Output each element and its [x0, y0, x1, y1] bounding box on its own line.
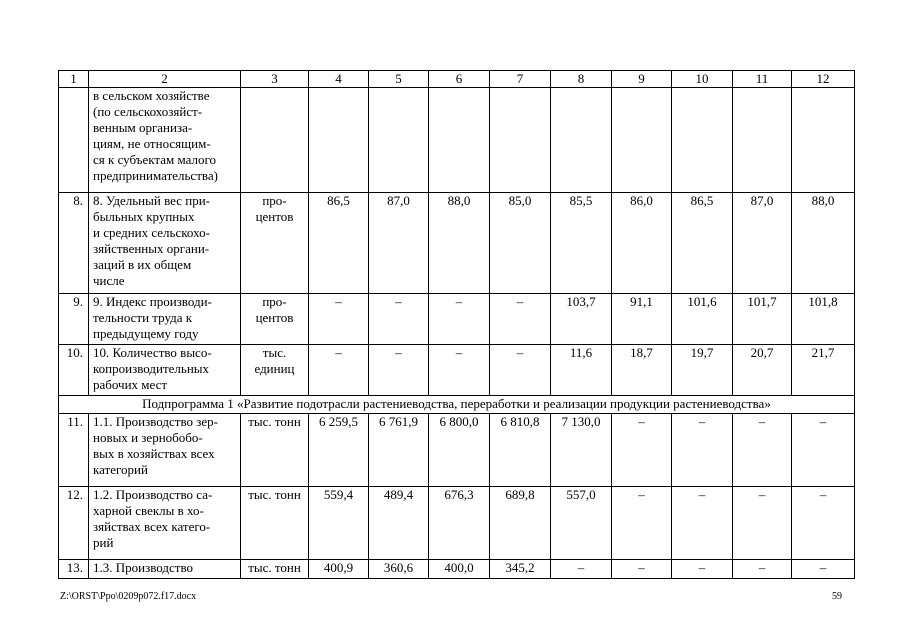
- row-number: 12.: [59, 487, 89, 560]
- value-cell: –: [672, 487, 733, 560]
- value-cell: –: [429, 294, 490, 345]
- header-row: [59, 71, 855, 88]
- value-cell: 6 800,0: [429, 414, 490, 487]
- value-cell: [429, 88, 490, 193]
- value-cell: 85,5: [551, 193, 612, 294]
- value-cell: 101,8: [792, 294, 855, 345]
- value-cell: 6 761,9: [369, 414, 429, 487]
- value-cell: 101,6: [672, 294, 733, 345]
- value-cell: –: [612, 487, 672, 560]
- value-cell: 103,7: [551, 294, 612, 345]
- table-row: [59, 414, 855, 487]
- value-cell: –: [369, 345, 429, 396]
- value-cell: –: [672, 414, 733, 487]
- value-cell: 400,0: [429, 560, 490, 579]
- value-cell: 6 259,5: [309, 414, 369, 487]
- value-cell: 85,0: [490, 193, 551, 294]
- value-cell: 559,4: [309, 487, 369, 560]
- value-cell: –: [612, 414, 672, 487]
- value-cell: 101,7: [733, 294, 792, 345]
- value-cell: 86,5: [672, 193, 733, 294]
- value-cell: –: [612, 560, 672, 579]
- column-header: 6: [429, 71, 490, 88]
- value-cell: 20,7: [733, 345, 792, 396]
- value-cell: –: [369, 294, 429, 345]
- row-number: 13.: [59, 560, 89, 579]
- column-header: 4: [309, 71, 369, 88]
- value-cell: 19,7: [672, 345, 733, 396]
- row-number: 9.: [59, 294, 89, 345]
- row-number: 11.: [59, 414, 89, 487]
- unit-cell: тыс. тонн: [241, 487, 309, 560]
- column-header: 7: [490, 71, 551, 88]
- value-cell: [612, 88, 672, 193]
- unit-cell: тыс. единиц: [241, 345, 309, 396]
- value-cell: –: [792, 414, 855, 487]
- value-cell: 86,5: [309, 193, 369, 294]
- unit-cell: тыс. тонн: [241, 560, 309, 579]
- column-header: 10: [672, 71, 733, 88]
- unit-cell: про- центов: [241, 294, 309, 345]
- table-row: [59, 560, 855, 579]
- column-header: 9: [612, 71, 672, 88]
- value-cell: [309, 88, 369, 193]
- indicator-name: 1.3. Производство: [89, 560, 241, 579]
- column-header: 11: [733, 71, 792, 88]
- value-cell: –: [792, 560, 855, 579]
- column-header: 12: [792, 71, 855, 88]
- value-cell: 87,0: [733, 193, 792, 294]
- indicator-name: 8. Удельный вес при- быльных крупных и средних сельскохо- зяйственных органи- заций в их общем числе: [89, 193, 241, 294]
- value-cell: –: [490, 345, 551, 396]
- value-cell: 489,4: [369, 487, 429, 560]
- value-cell: –: [429, 345, 490, 396]
- footer-page-number: 59: [832, 591, 842, 602]
- table-row: [59, 88, 855, 193]
- footer-file-path: Z:\ORST\Ppo\0209p072.f17.docx: [60, 591, 197, 602]
- indicator-name: 10. Количество высо- копроизводительных рабочих мест: [89, 345, 241, 396]
- value-cell: 87,0: [369, 193, 429, 294]
- row-number: 10.: [59, 345, 89, 396]
- value-cell: –: [490, 294, 551, 345]
- value-cell: 88,0: [792, 193, 855, 294]
- table-row: [59, 487, 855, 560]
- indicator-name: 9. Индекс производи- тельности труда к предыдущему году: [89, 294, 241, 345]
- indicator-name: 1.1. Производство зер- новых и зернобобо- вых в хозяйствах всех категорий: [89, 414, 241, 487]
- indicator-name: 1.2. Производство са- харной свеклы в хо- зяйствах всех катего- рий: [89, 487, 241, 560]
- table-row: [59, 345, 855, 396]
- value-cell: –: [733, 487, 792, 560]
- column-header: 3: [241, 71, 309, 88]
- value-cell: 689,8: [490, 487, 551, 560]
- value-cell: [733, 88, 792, 193]
- value-cell: [672, 88, 733, 193]
- value-cell: 18,7: [612, 345, 672, 396]
- value-cell: –: [309, 345, 369, 396]
- value-cell: –: [733, 560, 792, 579]
- value-cell: 7 130,0: [551, 414, 612, 487]
- column-header: 8: [551, 71, 612, 88]
- column-header: 1: [59, 71, 89, 88]
- value-cell: 11,6: [551, 345, 612, 396]
- value-cell: 360,6: [369, 560, 429, 579]
- value-cell: 88,0: [429, 193, 490, 294]
- value-cell: [490, 88, 551, 193]
- indicator-name: в сельском хозяйстве (по сельскохозяйст- венным организа- циям, не относящим- ся к субъектам малого предпринимательства): [89, 88, 241, 193]
- value-cell: [792, 88, 855, 193]
- value-cell: [551, 88, 612, 193]
- unit-cell: [241, 88, 309, 193]
- value-cell: 86,0: [612, 193, 672, 294]
- unit-cell: про- центов: [241, 193, 309, 294]
- value-cell: –: [792, 487, 855, 560]
- subprogram-header-row: [59, 396, 855, 414]
- value-cell: 557,0: [551, 487, 612, 560]
- table-row: [59, 294, 855, 345]
- value-cell: –: [551, 560, 612, 579]
- subprogram-title: Подпрограмма 1 «Развитие подотрасли растениеводства, переработки и реализации продукции растениеводства»: [59, 396, 855, 414]
- value-cell: 676,3: [429, 487, 490, 560]
- value-cell: –: [672, 560, 733, 579]
- value-cell: 21,7: [792, 345, 855, 396]
- value-cell: 6 810,8: [490, 414, 551, 487]
- value-cell: 91,1: [612, 294, 672, 345]
- value-cell: –: [309, 294, 369, 345]
- table-row: [59, 193, 855, 294]
- column-header: 2: [89, 71, 241, 88]
- value-cell: [369, 88, 429, 193]
- data-table: [58, 70, 855, 579]
- row-number: 8.: [59, 193, 89, 294]
- unit-cell: тыс. тонн: [241, 414, 309, 487]
- value-cell: 400,9: [309, 560, 369, 579]
- row-number: [59, 88, 89, 193]
- value-cell: –: [733, 414, 792, 487]
- value-cell: 345,2: [490, 560, 551, 579]
- column-header: 5: [369, 71, 429, 88]
